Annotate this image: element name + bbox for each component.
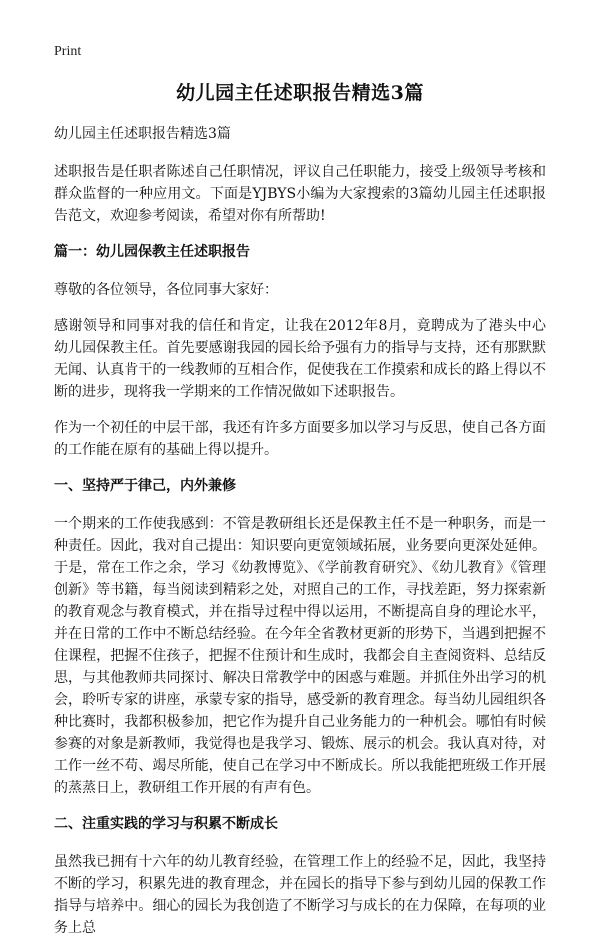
print-link[interactable]: Print [54, 44, 82, 59]
greeting-paragraph: 尊敬的各位领导，各位同事大家好： [54, 282, 278, 298]
document-subtitle: 幼儿园主任述职报告精选3篇 [54, 126, 231, 142]
paragraph-3: 一个期来的工作使我感到：不管是教研组长还是保教主任不是一种职务，而是一种责任。因此，我对自己提出：知识要向更宽领域拓展，业务要向更深处延伸。于是，常在工作之余，学习《幼教博览》、《学前教育研究》、《幼儿教育》《管理创新》等书籍，每当阅读到精彩之处，对照自己的工作，寻找差距，努力探索新的教育观念与教育模式，并在指导过程中得以运用，不断提高自身的理论水平，并在日常的工作中不断总结经验。在今年全省教材更新的形势下，当遇到把握不住课程，把握不住孩子，把握不住预计和生成时，我都会自主查阅资料、总结反思，与其他教师共同探讨、解决日常教学中的困惑与难题。并抓住外出学习的机会，聆听专家的讲座，承蒙专家的指导，感受新的教育理念。每当幼儿园组织各种比赛时，我都积极参加，把它作为提升自己业务能力的一种机会。哪怕有时候参赛的对象是新教师，我觉得也是我学习、锻炼、展示的机会。我认真对待，对工作一丝不苟、竭尽所能，使自己在学习中不断成长。所以我能把班级工作开展的蒸蒸日上，教研组工作开展的有声有色。 [54, 516, 546, 796]
part1-heading: 篇一：幼儿园保教主任述职报告 [54, 244, 250, 260]
intro-paragraph: 述职报告是任职者陈述自己任职情况，评议自己任职能力，接受上级领导考核和群众监督的一种应用文。下面是YJBYS小编为大家搜索的3篇幼儿园主任述职报告范文，欢迎参考阅读，希望对你有所帮助! [54, 164, 546, 224]
section2-heading: 二、注重实践的学习与积累不断成长 [54, 816, 278, 832]
paragraph-4: 虽然我已拥有十六年的幼儿教育经验，在管理工作上的经验不足，因此，我坚持不断的学习，积累先进的教育理念，并在园长的指导下参与到幼儿园的保教工作指导与培养中。细心的园长为我创造了不断学习与成长的在力保障，在每项的业务上总 [54, 854, 546, 936]
paragraph-1: 感谢领导和同事对我的信任和肯定，让我在2012年8月，竟聘成为了港头中心幼儿园保教主任。首先要感谢我园的园长给予强有力的指导与支持，还有那默默无闻、认真肯干的一线教师的互相合作，促使我在工作摸索和成长的路上得以不断的进步，现将我一学期来的工作情况做如下述职报告。 [54, 318, 546, 400]
paragraph-2: 作为一个初任的中层干部，我还有许多方面要多加以学习与反思，使自己各方面的工作能在原有的基础上得以提升。 [54, 420, 546, 458]
page-title: 幼儿园主任述职报告精选3篇 [176, 82, 424, 104]
section1-heading: 一、坚持严于律己，内外兼修 [54, 478, 236, 494]
